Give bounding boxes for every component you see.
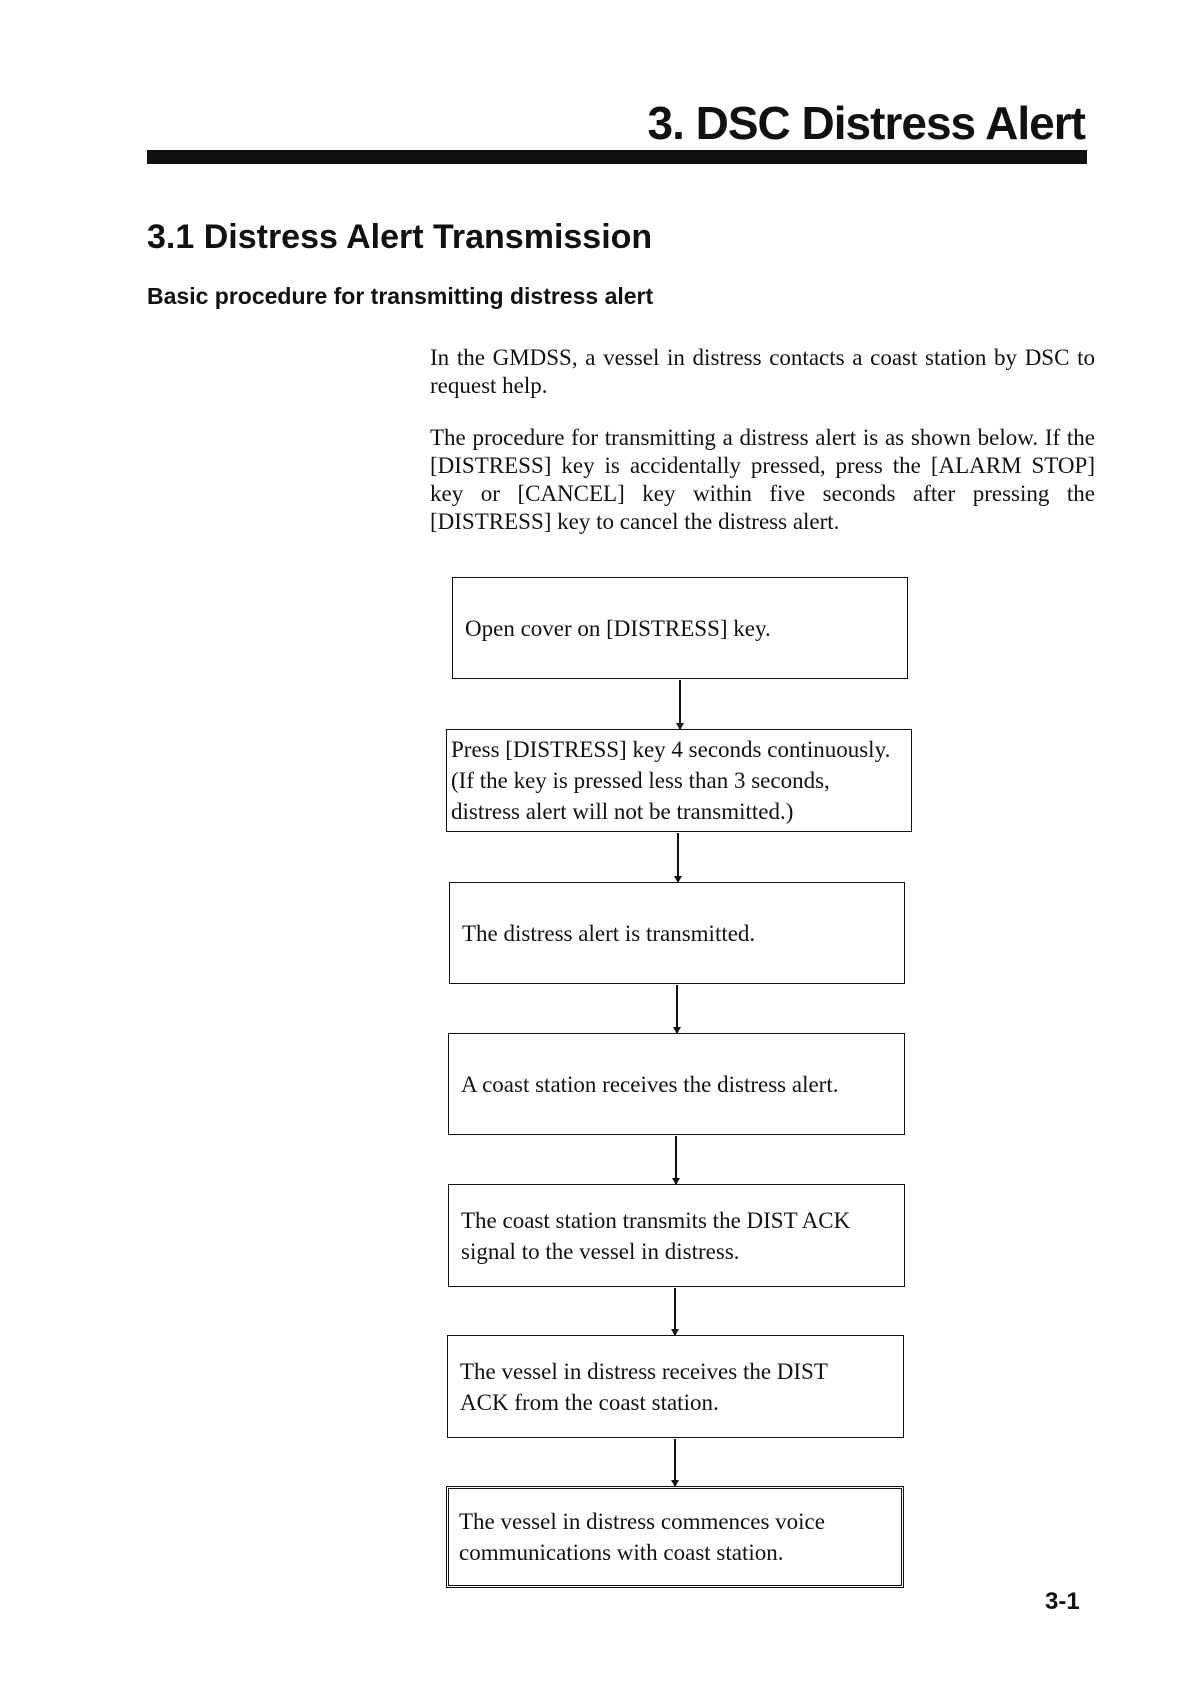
- intro-paragraph-2: The procedure for transmitting a distress alert is as shown below. If the [DISTRESS] key is accidentally pressed, press the [ALARM STOP] key or [CANCEL] key within five seconds after pressing the [DISTRESS] key to cancel the distress alert.: [430, 425, 1095, 534]
- flow-arrow-5: [674, 1288, 676, 1335]
- flow-arrow-1: [679, 680, 681, 729]
- flowchart-step-4: [448, 1033, 905, 1135]
- section-title: 3.1 Distress Alert Transmission: [147, 218, 653, 256]
- flowchart-step-7: [446, 1486, 904, 1588]
- chapter-title: 3. DSC Distress Alert: [647, 97, 1085, 149]
- flowchart-step-2: [446, 729, 912, 832]
- subsection-title: Basic procedure for transmitting distress alert: [147, 283, 654, 309]
- flowchart-step-2-text: Press [DISTRESS] key 4 seconds continuously. (If the key is pressed less than 3 seconds, distress alert will not be transmitted.): [451, 737, 891, 824]
- flowchart-step-6: [447, 1335, 904, 1438]
- chapter-rule: [147, 150, 1087, 164]
- flow-arrow-6: [674, 1439, 676, 1486]
- flow-arrow-3: [676, 985, 678, 1033]
- flow-arrow-2: [677, 833, 679, 882]
- flowchart-step-1: [452, 577, 908, 679]
- flowchart-step-6-text: The vessel in distress receives the DIST ACK from the coast station.: [460, 1358, 828, 1415]
- flowchart-step-4-text: A coast station receives the distress alert.: [461, 1071, 839, 1097]
- flowchart-step-5: [448, 1184, 905, 1287]
- flow-arrow-4: [675, 1136, 677, 1184]
- flowchart-step-3: [449, 882, 905, 984]
- page-number: 3-1: [1045, 1588, 1080, 1615]
- flowchart-step-5-text: The coast station transmits the DIST ACK signal to the vessel in distress.: [461, 1207, 851, 1264]
- flowchart-step-1-text: Open cover on [DISTRESS] key.: [465, 615, 771, 641]
- flowchart-step-3-text: The distress alert is transmitted.: [462, 920, 756, 946]
- flowchart-step-7-text: The vessel in distress commences voice communications with coast station.: [459, 1509, 825, 1565]
- intro-paragraph-1: In the GMDSS, a vessel in distress contacts a coast station by DSC to request help.: [430, 345, 1095, 398]
